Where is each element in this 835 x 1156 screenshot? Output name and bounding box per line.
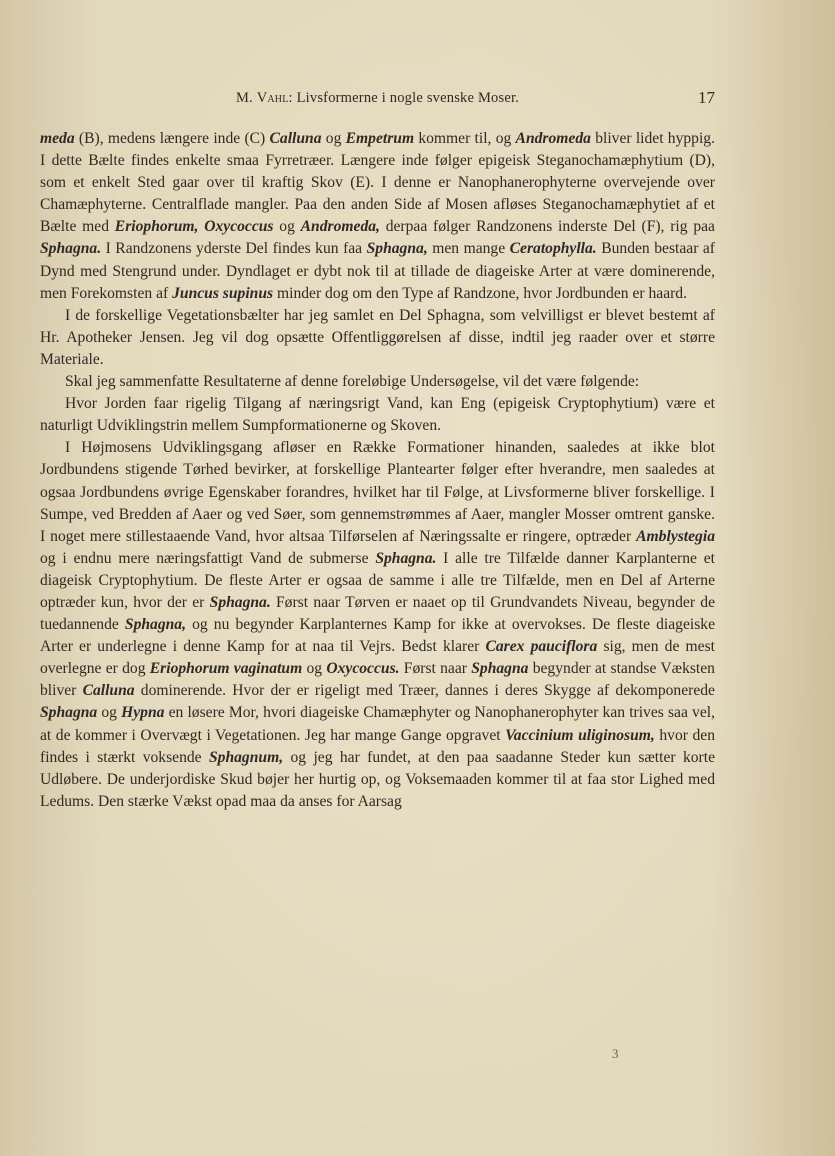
text-run: og jeg har fundet, at den paa saadanne Steder kun sætter korte Udløbere. De underjordiske Skud bøjer her hurtig op, og Voksemaaden kommer til at faa stor Lighed med Ledums. Den stærke Vækst opad maa da anses for Aarsag <box>40 748 715 810</box>
paragraph <box>40 128 715 305</box>
italic-term: Sphagna, <box>366 240 428 258</box>
paragraph <box>40 371 715 393</box>
text-run: men mange <box>427 240 510 258</box>
italic-term: Calluna <box>82 682 135 700</box>
italic-term: Sphagna. <box>375 549 437 567</box>
text-run: Bunden bestaar af Dynd med Stengrund under. Dyndlaget er dybt nok til at tillade de diageiske Arter at være dominerende, men Forekomsten af <box>40 240 715 302</box>
text-run: Skal jeg sammenfatte Resultaterne af denne foreløbige Undersøgelse, vil det være følgende: <box>64 373 640 391</box>
italic-term: Sphagna <box>40 704 98 722</box>
text-run: minder dog om den Type af Randzone, hvor Jordbunden er haard. <box>273 284 687 302</box>
author-initial: M. <box>235 90 257 106</box>
text-run: I de forskellige Vegetationsbælter har jeg samlet en Del Sphagna, som velvilligst er blevet bestemt af Hr. Apotheker Jensen. Jeg vil dog opsætte Offentliggørelsen af disse, indtil jeg raader over et større Materiale. <box>40 306 715 368</box>
text-run: kommer til, og <box>414 130 516 147</box>
italic-term: Hypna <box>121 704 165 722</box>
text-run: hvor den findes i stærkt voksende <box>40 726 715 766</box>
text-run: Først naar <box>399 660 472 678</box>
body-text <box>40 128 715 813</box>
italic-term: Sphagna. <box>209 593 271 611</box>
running-title <box>40 90 715 107</box>
italic-term: Amblystegia <box>636 527 715 545</box>
italic-term: Andromeda <box>515 130 591 147</box>
text-run: og i endnu mere næringsfattigt Vand de submerse <box>40 549 376 567</box>
italic-term: Sphagna. <box>40 240 102 258</box>
italic-term: Empetrum <box>345 130 415 147</box>
text-run: (B), medens længere inde (C) <box>74 130 270 147</box>
text-run: begynder at standse Væksten bliver <box>40 660 715 700</box>
page-header <box>40 90 715 112</box>
text-run: I Randzonens yderste Del findes kun faa <box>101 240 367 258</box>
text-run: I alle tre Tilfælde danner Karplanterne et diageisk Cryptophytium. De fleste Arter er ogsaa de samme i alle tre Tilfælde, men en Del af Arterne optræder kun, hvor der er <box>40 549 715 611</box>
text-run: en løsere Mor, hvori diageiske Chamæphyter og Nanophanerophyter kan trives saa vel, at de kommer i Overvægt i Vegetationen. Jeg har mange Gange opgravet <box>40 704 715 744</box>
paragraph <box>40 305 715 371</box>
text-run: og nu begynder Karplanternes Kamp for ikke at overvokses. De fleste diageiske Arter er underlegne i denne Kamp for at naa til Vejrs. Bedst klarer <box>40 616 715 656</box>
italic-term: Sphagna, <box>124 616 186 634</box>
article-title: : Livsformerne i nogle svenske Moser. <box>288 90 520 106</box>
italic-term: Andromeda, <box>300 218 380 236</box>
italic-term: Sphagnum, <box>208 748 284 766</box>
signature-mark: 3 <box>612 1046 619 1061</box>
text-run: og <box>97 704 122 722</box>
text-run: bliver lidet hyppig. I dette Bælte findes enkelte smaa Fyrretræer. Længere inde følger epigeisk Steganochamæphytium (D), som et enkelt Sted gaar over til kraftig Skov (E). I denne er Nanophanerophyterne overvejende over Chamæphyterne. Centralflade mangler. Paa den anden Side af Mosen afløses Steganochamæphytiet af et Bælte med <box>40 130 715 236</box>
text-run: og <box>273 218 301 236</box>
paragraph <box>40 437 715 813</box>
italic-term: Vaccinium uliginosum, <box>505 726 655 744</box>
paragraph <box>40 393 715 437</box>
italic-term: meda <box>40 130 75 147</box>
author-name: Vahl <box>256 90 289 106</box>
text-run: dominerende. Hvor der er rigeligt med Træer, dannes i deres Skygge af dekomponerede <box>134 682 715 700</box>
italic-term: Eriophorum vaginatum <box>149 660 303 678</box>
text-run: I Højmosens Udviklingsgang afløser en Række Formationer hinanden, saaledes at ikke blot Jordbundens stigende Tørhed bevirker, at forskellige Plantearter følger efter hverandre, men saaledes at ogsaa Jordbundens øvrige Egenskaber forandres, hvilket har til Følge, at Livsformerne bliver forskellige. I Sumpe, ved Bredden af Aaer og ved Søer, som gennemstrømmes af Aaer, mangler Mosser omtrent ganske. I noget mere stillestaaende Vand, hvor altsaa Tilførselen af Næringssalte er ringere, optræder <box>40 439 715 545</box>
italic-term: Ceratophylla. <box>509 240 597 258</box>
text-run: og <box>321 130 346 147</box>
italic-term: Sphagna <box>471 660 529 678</box>
text-run: Hvor Jorden faar rigelig Tilgang af næringsrigt Vand, kan Eng (epigeisk Cryptophytium) være et naturligt Udviklingstrin mellem Sumpformationerne og Skoven. <box>40 395 715 435</box>
italic-term: Oxycoccus. <box>326 660 400 678</box>
italic-term: Carex pauciflora <box>485 638 598 656</box>
page-number: 17 <box>698 88 715 107</box>
text-run: derpaa følger Randzonens inderste Del (F), rig paa <box>379 218 715 236</box>
text-run: og <box>302 660 327 678</box>
text-run: sig, men de mest overlegne er dog <box>40 638 715 678</box>
italic-term: Eriophorum, Oxycoccus <box>114 218 274 236</box>
italic-term: Juncus supinus <box>172 284 274 302</box>
italic-term: Calluna <box>269 130 322 147</box>
text-run: Først naar Tørven er naaet op til Grundvandets Niveau, begynder de tuedannende <box>40 593 715 634</box>
